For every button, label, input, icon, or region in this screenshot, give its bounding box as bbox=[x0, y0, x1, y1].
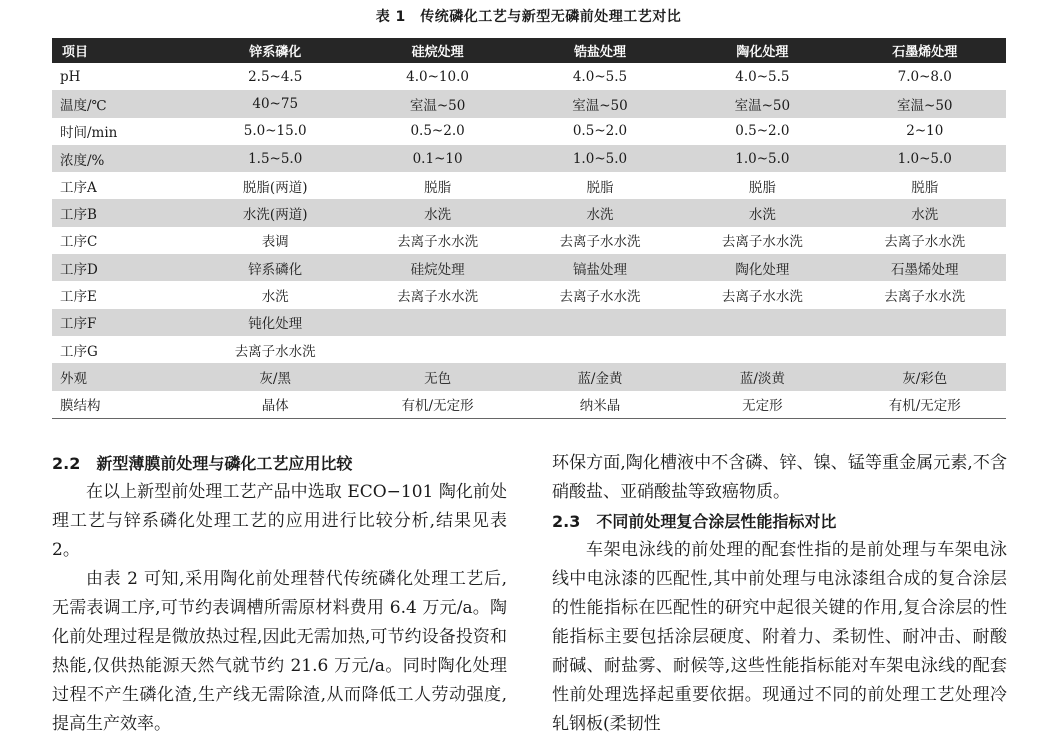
row-label-cell: 工序B bbox=[52, 199, 194, 226]
table-cell: 水洗 bbox=[681, 199, 843, 226]
table-cell: 1.5~5.0 bbox=[194, 145, 356, 172]
table-cell: 去离子水水洗 bbox=[397, 289, 479, 306]
table-cell: 0.5~2.0 bbox=[410, 123, 465, 140]
table-cell: 去离子水水洗 bbox=[884, 234, 966, 251]
table-cell: 晶体 bbox=[261, 398, 289, 415]
row-label-cell: 工序G bbox=[60, 343, 98, 360]
table-cell: 蓝/淡黄 bbox=[681, 363, 843, 390]
paragraph: 在以上新型前处理工艺产品中选取 ECO−101 陶化前处理工艺与锌系磷化处理工艺的应用进行比较分析,结果见表 2。 bbox=[52, 482, 507, 560]
table-cell: 2.5~4.5 bbox=[248, 68, 303, 85]
table-cell: 脱脂 bbox=[586, 179, 614, 196]
section-heading-2-2: 2.2 新型薄膜前处理与磷化工艺应用比较 bbox=[52, 454, 353, 473]
table-row bbox=[52, 118, 1006, 145]
table-cell: 室温~50 bbox=[844, 90, 1006, 117]
table-cell: 去离子水水洗 bbox=[397, 234, 479, 251]
header-zirconium: 锆盐处理 bbox=[519, 38, 681, 63]
table-cell: 有机/无定形 bbox=[401, 398, 474, 415]
table-cell: 0.1~10 bbox=[356, 145, 518, 172]
table-row bbox=[52, 391, 1006, 419]
table-cell: 脱脂(两道) bbox=[242, 179, 308, 196]
table-cell: 灰/黑 bbox=[194, 363, 356, 390]
table-cell: 0.5~2.0 bbox=[735, 123, 790, 140]
table-cell: 无定形 bbox=[742, 398, 783, 415]
table-cell: 去离子水水洗 bbox=[234, 343, 316, 360]
row-label-cell: 膜结构 bbox=[60, 398, 101, 415]
table-cell bbox=[519, 309, 681, 336]
table-cell: 去离子水水洗 bbox=[721, 289, 803, 306]
table-body bbox=[52, 63, 1006, 418]
table-row bbox=[52, 199, 1006, 226]
table-cell: 陶化处理 bbox=[681, 254, 843, 281]
table-cell: 1.0~5.0 bbox=[844, 145, 1006, 172]
table-cell: 镐盐处理 bbox=[519, 254, 681, 281]
table-cell: 4.0~10.0 bbox=[406, 68, 469, 85]
table-cell: 水洗 bbox=[519, 199, 681, 226]
table-row bbox=[52, 281, 1006, 308]
paragraph-continued: 环保方面,陶化槽液中不含磷、锌、镍、锰等重金属元素,不含硝酸盐、亚硝酸盐等致癌物质。 bbox=[552, 453, 1007, 502]
table-row bbox=[52, 363, 1006, 390]
paragraph: 车架电泳线的前处理的配套性指的是前处理与车架电泳线中电泳漆的匹配性,其中前处理与电泳漆组合成的复合涂层的性能指标在匹配性的研究中起很关键的作用,复合涂层的性能指标主要包括涂层硬度、附着力、柔韧性、耐冲击、耐酸耐碱、耐盐雾、耐候等,这些性能指标能对车架电泳线的配套性前处理选择起重要依据。现通过不同的前处理工艺处理冷轧钢板(柔韧性 bbox=[552, 540, 1007, 734]
table-cell: 水洗 bbox=[356, 199, 518, 226]
table-cell bbox=[519, 336, 681, 363]
table-cell: 去离子水水洗 bbox=[721, 234, 803, 251]
table-cell: 1.0~5.0 bbox=[681, 145, 843, 172]
table-row bbox=[52, 172, 1006, 199]
table-cell: 0.5~2.0 bbox=[572, 123, 628, 140]
table-cell: 蓝/金黄 bbox=[519, 363, 681, 390]
table-cell: 脱脂 bbox=[748, 179, 776, 196]
table-cell: 表调 bbox=[261, 234, 289, 251]
table-row bbox=[52, 309, 1006, 336]
row-label-cell: 时间/min bbox=[60, 125, 118, 142]
row-label-cell: pH bbox=[60, 68, 81, 85]
table-row bbox=[52, 254, 1006, 281]
table-cell: 灰/彩色 bbox=[844, 363, 1006, 390]
row-label-cell: 工序D bbox=[52, 254, 194, 281]
table-cell: 4.0~5.5 bbox=[572, 68, 628, 85]
table-cell: 石墨烯处理 bbox=[844, 254, 1006, 281]
row-label-cell: 浓度/% bbox=[52, 145, 194, 172]
table-cell: 脱脂 bbox=[911, 179, 939, 196]
table-cell bbox=[844, 336, 1006, 363]
table-caption: 表 1 传统磷化工艺与新型无磷前处理工艺对比 bbox=[375, 9, 682, 25]
header-ceramic: 陶化处理 bbox=[681, 38, 843, 63]
table-cell: 2~10 bbox=[906, 123, 944, 140]
table-row bbox=[52, 63, 1006, 90]
table-cell: 纳米晶 bbox=[579, 398, 621, 415]
table-cell: 去离子水水洗 bbox=[884, 289, 966, 306]
table-header-row bbox=[52, 38, 1006, 63]
row-label-cell: 工序E bbox=[60, 289, 97, 306]
table-cell: 钝化处理 bbox=[194, 309, 356, 336]
right-column bbox=[552, 449, 1007, 739]
row-label-cell: 温度/℃ bbox=[52, 90, 194, 117]
table-cell: 水洗 bbox=[261, 289, 289, 306]
table-cell bbox=[356, 309, 518, 336]
table-cell: 有机/无定形 bbox=[888, 398, 961, 415]
table-cell: 室温~50 bbox=[681, 90, 843, 117]
section-heading-2-3: 2.3 不同前处理复合涂层性能指标对比 bbox=[552, 512, 837, 531]
table-cell bbox=[681, 336, 843, 363]
table-cell: 4.0~5.5 bbox=[735, 68, 790, 85]
table-cell: 室温~50 bbox=[356, 90, 518, 117]
row-label-cell: 外观 bbox=[52, 363, 194, 390]
table-cell: 5.0~15.0 bbox=[243, 123, 307, 140]
header-item: 项目 bbox=[52, 38, 194, 63]
table-cell: 去离子水水洗 bbox=[559, 234, 641, 251]
table-cell: 去离子水水洗 bbox=[559, 289, 641, 306]
table-row bbox=[52, 336, 1006, 363]
table-cell: 硅烷处理 bbox=[356, 254, 518, 281]
left-column bbox=[52, 449, 507, 739]
table-cell: 1.0~5.0 bbox=[519, 145, 681, 172]
header-silane: 硅烷处理 bbox=[356, 38, 518, 63]
table-cell: 室温~50 bbox=[519, 90, 681, 117]
table-cell bbox=[356, 336, 518, 363]
header-zinc-phosphating: 锌系磷化 bbox=[194, 38, 356, 63]
row-label-cell: 工序A bbox=[60, 179, 97, 196]
table-row bbox=[52, 145, 1006, 172]
table-row bbox=[52, 90, 1006, 117]
table-cell: 无色 bbox=[356, 363, 518, 390]
header-graphene: 石墨烯处理 bbox=[844, 38, 1006, 63]
table-cell: 锌系磷化 bbox=[194, 254, 356, 281]
comparison-table bbox=[52, 38, 1006, 419]
table-cell bbox=[844, 309, 1006, 336]
paragraph: 由表 2 可知,采用陶化前处理替代传统磷化处理工艺后,无需表调工序,可节约表调槽所需原材料费用 6.4 万元/a。陶化前处理过程是微放热过程,因此无需加热,可节约设备投资和热能,仅供热能源天然气就节约 21.6 万元/a。同时陶化处理过程不产生磷化渣,生产线无需除渣,从而降低工人劳动强度,提高生产效率。 bbox=[52, 569, 507, 734]
table-row bbox=[52, 227, 1006, 254]
row-label-cell: 工序F bbox=[52, 309, 194, 336]
table-cell: 40~75 bbox=[194, 90, 356, 117]
table-cell bbox=[681, 309, 843, 336]
row-label-cell: 工序C bbox=[60, 234, 98, 251]
table-cell: 脱脂 bbox=[424, 179, 452, 196]
table-cell: 7.0~8.0 bbox=[897, 68, 952, 85]
table-cell: 水洗(两道) bbox=[194, 199, 356, 226]
table-cell: 水洗 bbox=[844, 199, 1006, 226]
